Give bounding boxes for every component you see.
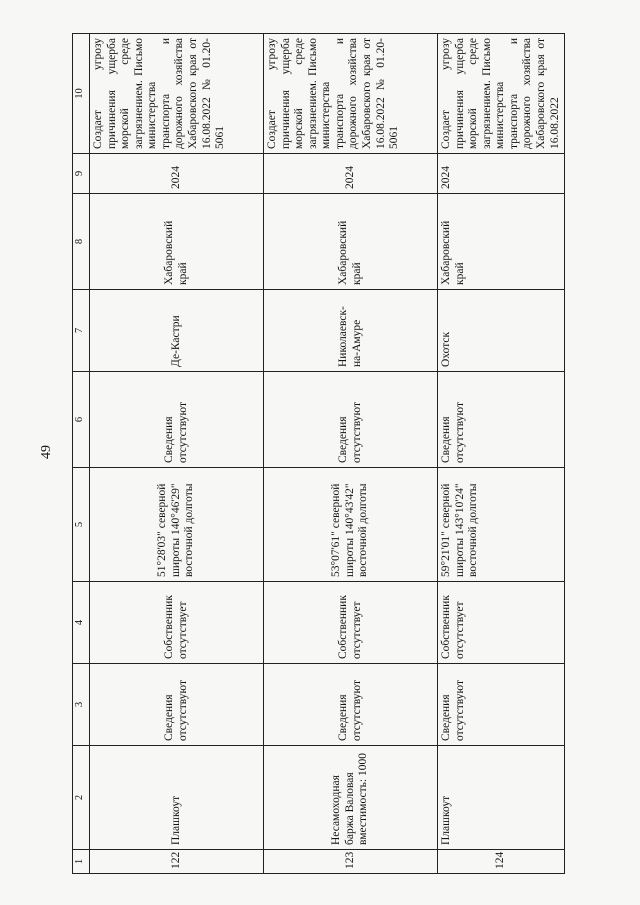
vessel-name: Несамоходная баржа Валовая вместимость: 1000 — [264, 746, 438, 850]
table-row — [438, 34, 565, 874]
coordinates: 59°21'01" северной широты 143°10'24" восточной долготы — [438, 468, 565, 582]
region: Хабаровский край — [90, 194, 264, 290]
owner: Собственник отсутствует — [264, 582, 438, 664]
note: Создает угрозу причинения ущерба морской среде загрязнением. Письмо министерства транспорта и дорожного хозяйства Хабаровского края от 16.08.2022 № 01.20-5061 — [90, 34, 264, 154]
year: 2024 — [438, 154, 565, 194]
col-header-3: 3 — [73, 664, 90, 746]
vessel-details: Сведения отсутствуют — [438, 372, 565, 468]
location: Охотск — [438, 290, 565, 372]
year: 2024 — [264, 154, 438, 194]
vessel-info: Сведения отсутствуют — [264, 664, 438, 746]
col-header-8: 8 — [73, 194, 90, 290]
owner: Собственник отсутствует — [90, 582, 264, 664]
col-header-10: 10 — [73, 34, 90, 154]
vessel-details: Сведения отсутствуют — [264, 372, 438, 468]
col-header-1: 1 — [73, 850, 90, 874]
col-header-5: 5 — [73, 468, 90, 582]
year: 2024 — [90, 154, 264, 194]
vessel-info: Сведения отсутствуют — [90, 664, 264, 746]
col-header-6: 6 — [73, 372, 90, 468]
row-number: 123 — [264, 850, 438, 874]
registry-table-container — [72, 34, 562, 874]
owner: Собственник отсутствует — [438, 582, 565, 664]
col-header-9: 9 — [73, 154, 90, 194]
col-header-4: 4 — [73, 582, 90, 664]
note: Создает угрозу причинения ущерба морской среде загрязнением. Письмо министерства транспорта и дорожного хозяйства Хабаровского края от 16.08.2022 № 01.20-5061 — [264, 34, 438, 154]
row-number: 124 — [438, 850, 565, 874]
row-number: 122 — [90, 850, 264, 874]
page-number: 49 — [39, 445, 54, 459]
col-header-2: 2 — [73, 746, 90, 850]
vessel-info: Сведения отсутствуют — [438, 664, 565, 746]
vessel-details: Сведения отсутствуют — [90, 372, 264, 468]
col-header-7: 7 — [73, 290, 90, 372]
table-row — [90, 34, 264, 874]
header-row — [73, 34, 90, 874]
table-row — [264, 34, 438, 874]
location: Николаевск-на-Амуре — [264, 290, 438, 372]
region: Хабаровский край — [438, 194, 565, 290]
vessel-name: Плашкоут — [90, 746, 264, 850]
vessel-name: Плашкоут — [438, 746, 565, 850]
region: Хабаровский край — [264, 194, 438, 290]
note: Создает угрозу причинения ущерба морской среде загрязнением. Письмо министерства транспорта и дорожного хозяйства Хабаровского края от 16.08.2022 — [438, 34, 565, 154]
coordinates: 53°07'61" северной широты 140°43'42" восточной долготы — [264, 468, 438, 582]
location: Де-Кастри — [90, 290, 264, 372]
coordinates: 51°28'03" северной широты 140°46'29" восточной долготы — [90, 468, 264, 582]
registry-table — [72, 33, 565, 874]
